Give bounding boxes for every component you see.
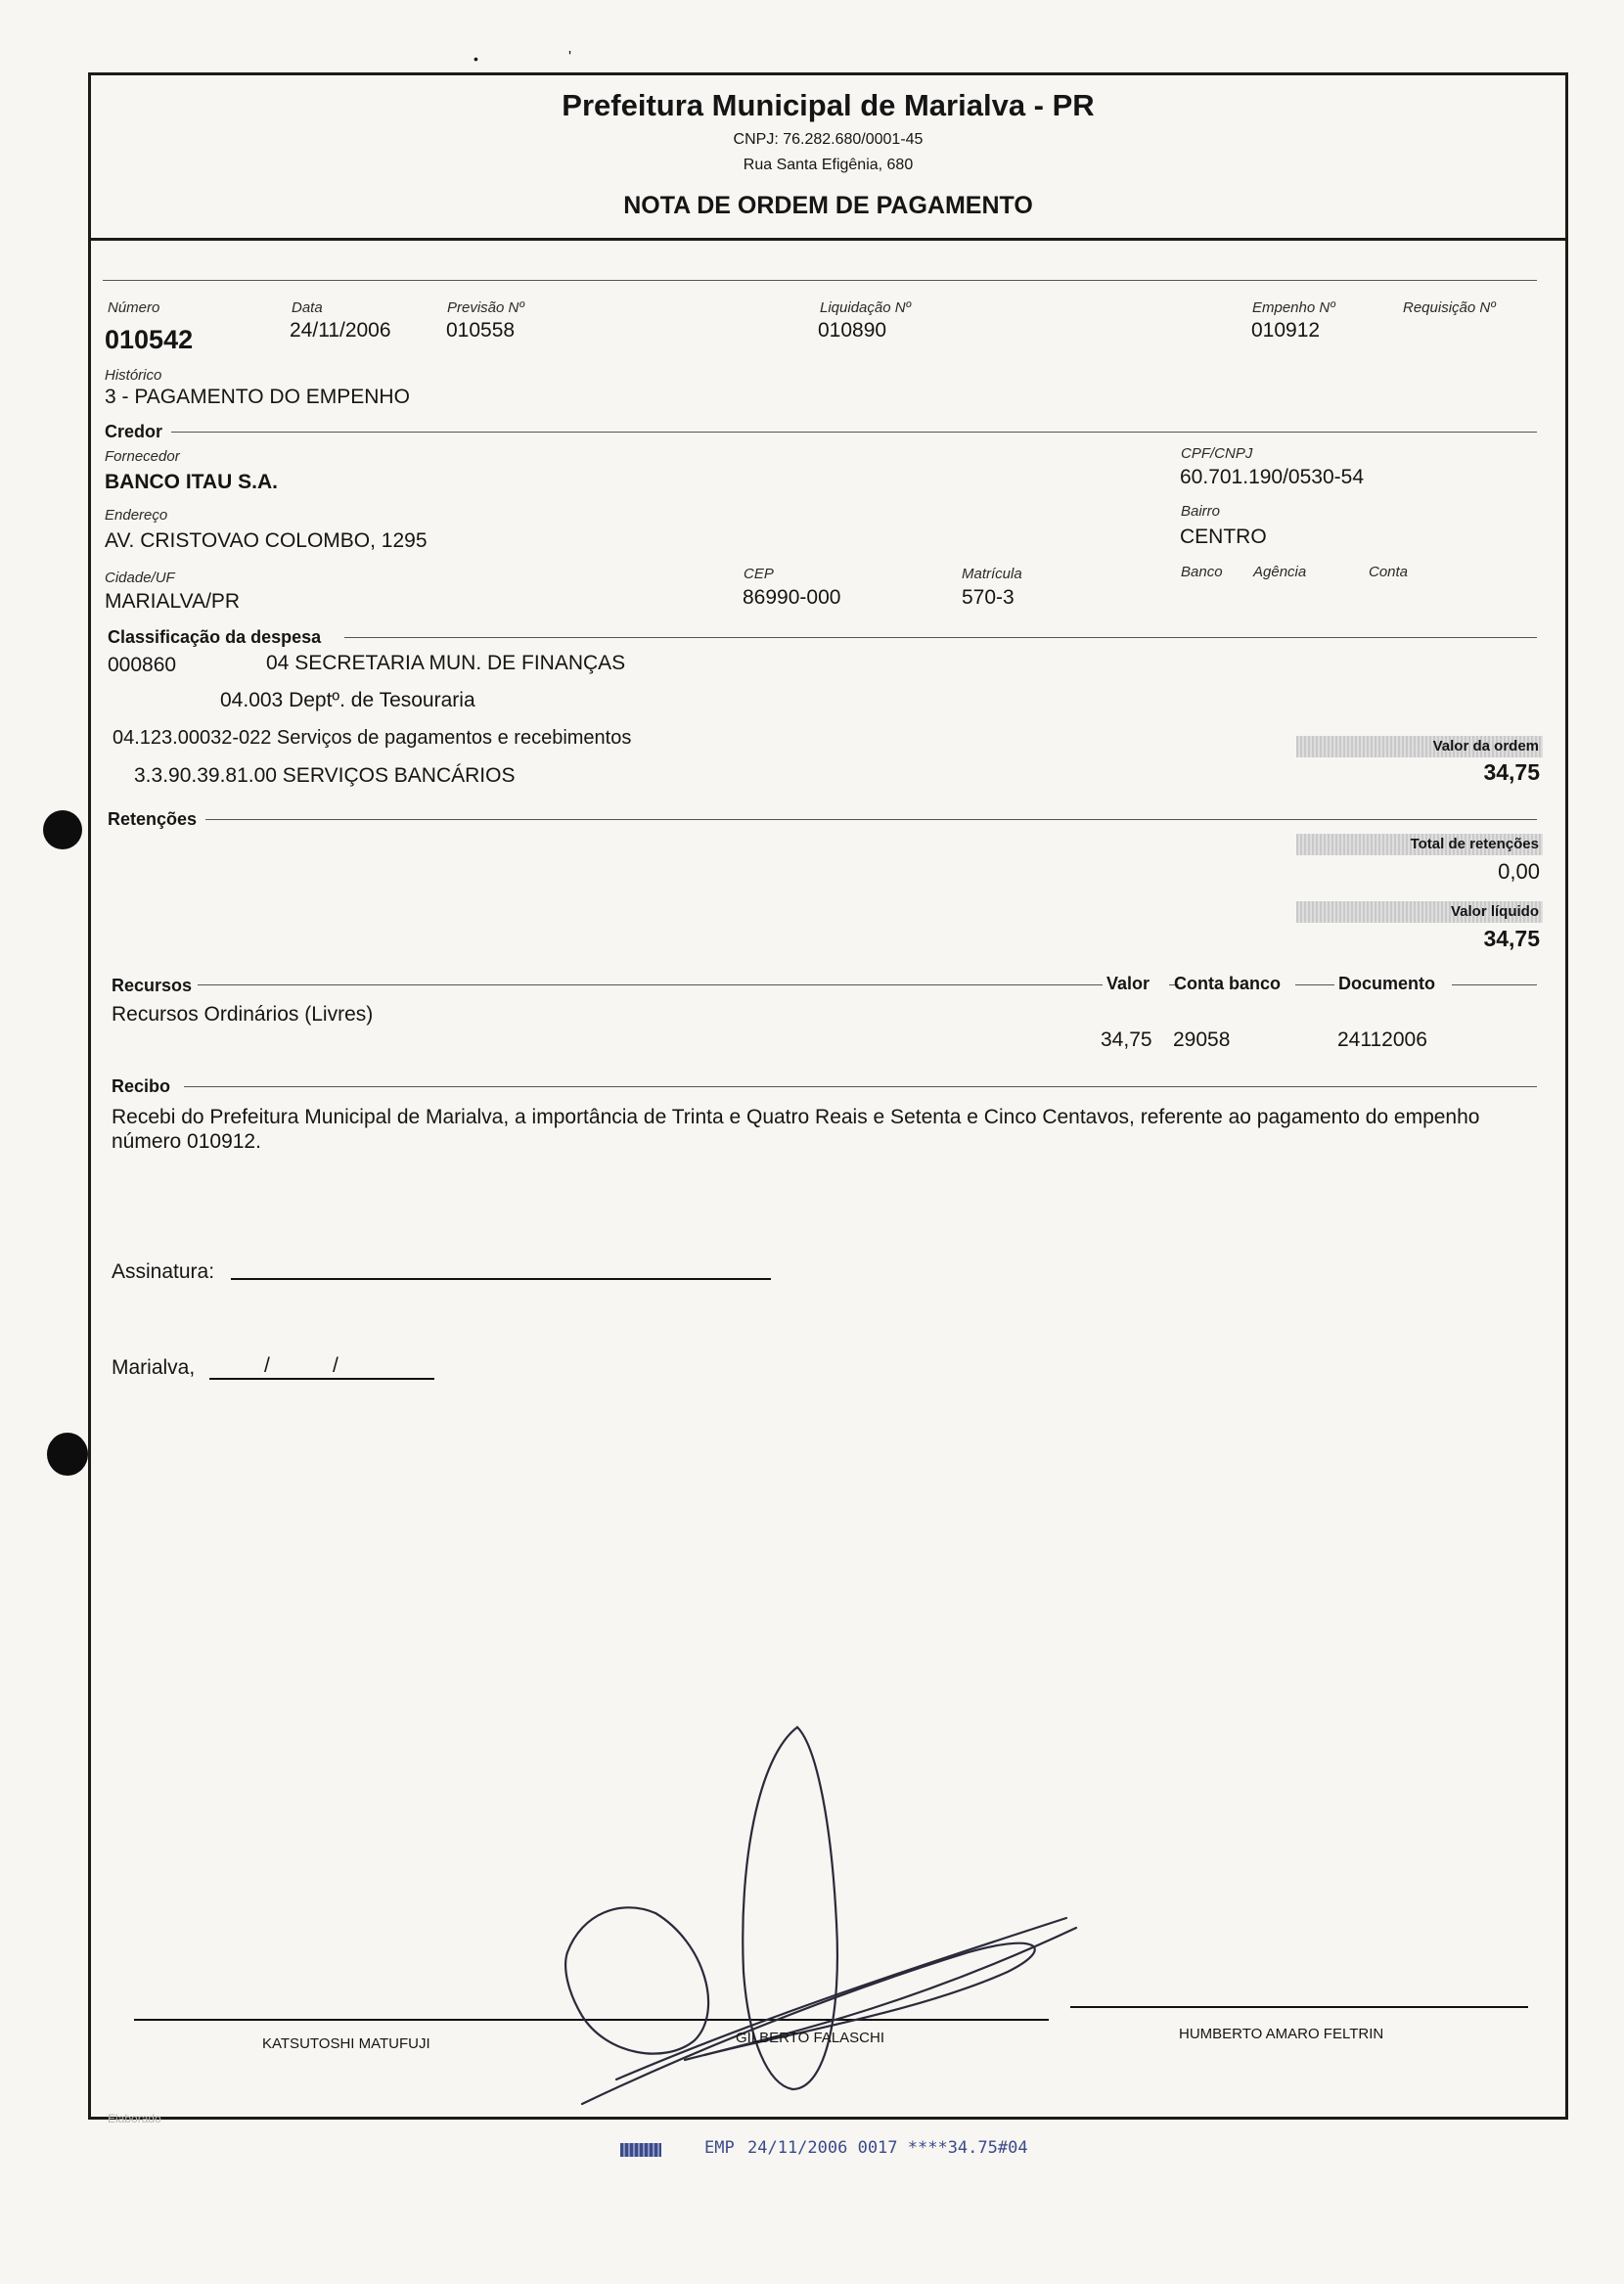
total-retencoes-value: 0,00 <box>1498 859 1540 884</box>
historico-value: 3 - PAGAMENTO DO EMPENHO <box>105 386 410 408</box>
handwritten-signature-icon <box>548 1717 1096 2114</box>
recibo-text: Recebi do Prefeitura Municipal de Marialva, a importância de Trinta e Quatro Reais e Setenta e Cinco Centavos, referente ao pagamento do empenho número 010912. <box>112 1106 1480 1153</box>
empenho-value: 010912 <box>1251 319 1321 342</box>
endereco-value: AV. CRISTOVAO COLOMBO, 1295 <box>105 529 428 552</box>
bank-stamp: 24/11/2006 0017 ****34.75#04 <box>747 2138 1028 2158</box>
signature-line <box>1070 2006 1528 2008</box>
bairro-label: Bairro <box>1181 503 1221 520</box>
retencoes-section-title: Retenções <box>108 809 203 830</box>
punch-hole <box>47 1433 88 1476</box>
signature-stroke <box>616 1918 1066 2079</box>
stamp-logo-icon <box>620 2143 661 2157</box>
recibo-divider <box>184 1086 1537 1087</box>
empenho-label: Empenho Nº <box>1252 299 1335 316</box>
signature-stroke <box>582 1943 1035 2104</box>
recurso-documento: 24112006 <box>1337 1028 1427 1051</box>
recursos-divider <box>1295 984 1334 985</box>
valor-ordem-label: Valor da ordem <box>1296 736 1543 757</box>
liquidacao-value: 010890 <box>818 319 887 342</box>
retencoes-divider <box>205 819 1537 820</box>
endereco-label: Endereço <box>105 507 168 524</box>
numero-label: Número <box>108 299 160 316</box>
classificacao-org: 04 SECRETARIA MUN. DE FINANÇAS <box>266 652 626 674</box>
numero-value: 010542 <box>105 325 194 354</box>
date-line <box>209 1378 434 1380</box>
signatory-2: GILBERTO FALASCHI <box>736 2030 884 2046</box>
date-slash: / <box>264 1354 270 1377</box>
valor-liquido-value: 34,75 <box>1483 926 1540 951</box>
classificacao-element: 3.3.90.39.81.00 SERVIÇOS BANCÁRIOS <box>134 764 516 787</box>
fornecedor-label: Fornecedor <box>105 448 180 465</box>
bairro-value: CENTRO <box>1180 525 1267 548</box>
previsao-value: 010558 <box>446 319 516 342</box>
requisicao-label: Requisição Nº <box>1403 299 1496 316</box>
valor-ordem-value: 34,75 <box>1483 759 1540 785</box>
data-label: Data <box>292 299 323 316</box>
document-title: NOTA DE ORDEM DE PAGAMENTO <box>623 192 1033 219</box>
conta-banco-header: Conta banco <box>1174 974 1282 993</box>
documento-header: Documento <box>1338 974 1435 993</box>
classificacao-program: 04.123.00032-022 Serviços de pagamentos e recebimentos <box>113 727 632 749</box>
historico-label: Histórico <box>105 367 162 384</box>
classificacao-section-title: Classificação da despesa <box>108 627 327 648</box>
valor-header: Valor <box>1106 974 1150 993</box>
cpf-value: 60.701.190/0530-54 <box>1180 466 1365 488</box>
recurso-valor: 34,75 <box>1101 1028 1152 1051</box>
header-divider <box>88 238 1568 241</box>
conta-label: Conta <box>1369 564 1409 580</box>
fields-divider <box>103 280 1537 281</box>
scan-mark: ' <box>568 49 572 66</box>
recurso-name: Recursos Ordinários (Livres) <box>112 1003 374 1026</box>
signatory-1: KATSUTOSHI MATUFUJI <box>262 2035 430 2052</box>
punch-hole <box>43 810 82 849</box>
matricula-value: 570-3 <box>962 586 1015 609</box>
credor-section-title: Credor <box>105 422 168 442</box>
agencia-label: Agência <box>1253 564 1307 580</box>
cpf-label: CPF/CNPJ <box>1181 445 1253 462</box>
classificacao-unit: 04.003 Deptº. de Tesouraria <box>220 689 475 711</box>
bank-stamp-code: EMP <box>704 2138 735 2158</box>
banco-label: Banco <box>1181 564 1223 580</box>
recurso-conta: 29058 <box>1173 1028 1231 1051</box>
previsao-label: Previsão Nº <box>447 299 524 316</box>
recibo-section-title: Recibo <box>112 1076 176 1097</box>
local-label: Marialva, <box>112 1356 196 1379</box>
cep-value: 86990-000 <box>743 586 841 609</box>
recursos-divider <box>1452 984 1537 985</box>
fornecedor-value: BANCO ITAU S.A. <box>105 471 278 493</box>
recursos-section-title: Recursos <box>112 976 198 996</box>
scan-mark: • <box>474 51 478 67</box>
recursos-divider <box>198 984 1103 985</box>
data-value: 24/11/2006 <box>290 319 391 342</box>
total-retencoes-label: Total de retenções <box>1296 834 1543 855</box>
classificacao-divider <box>344 637 1537 638</box>
signatory-3: HUMBERTO AMARO FELTRIN <box>1179 2026 1384 2042</box>
classificacao-code: 000860 <box>108 654 177 676</box>
credor-divider <box>171 432 1537 433</box>
cidade-value: MARIALVA/PR <box>105 590 241 613</box>
address-text: Rua Santa Efigênia, 680 <box>743 157 914 173</box>
matricula-label: Matrícula <box>962 566 1022 582</box>
valor-liquido-label: Valor líquido <box>1296 901 1543 923</box>
cnpj-text: CNPJ: 76.282.680/0001-45 <box>733 131 924 148</box>
liquidacao-label: Liquidação Nº <box>820 299 912 316</box>
corner-note: Elaborado <box>108 2112 161 2125</box>
cep-label: CEP <box>744 566 774 582</box>
assinatura-line <box>231 1278 771 1280</box>
page-title: Prefeitura Municipal de Marialva - PR <box>562 88 1095 122</box>
date-slash: / <box>333 1354 338 1377</box>
signature-stroke <box>565 1907 708 2053</box>
cidade-label: Cidade/UF <box>105 570 175 586</box>
assinatura-label: Assinatura: <box>112 1260 215 1283</box>
